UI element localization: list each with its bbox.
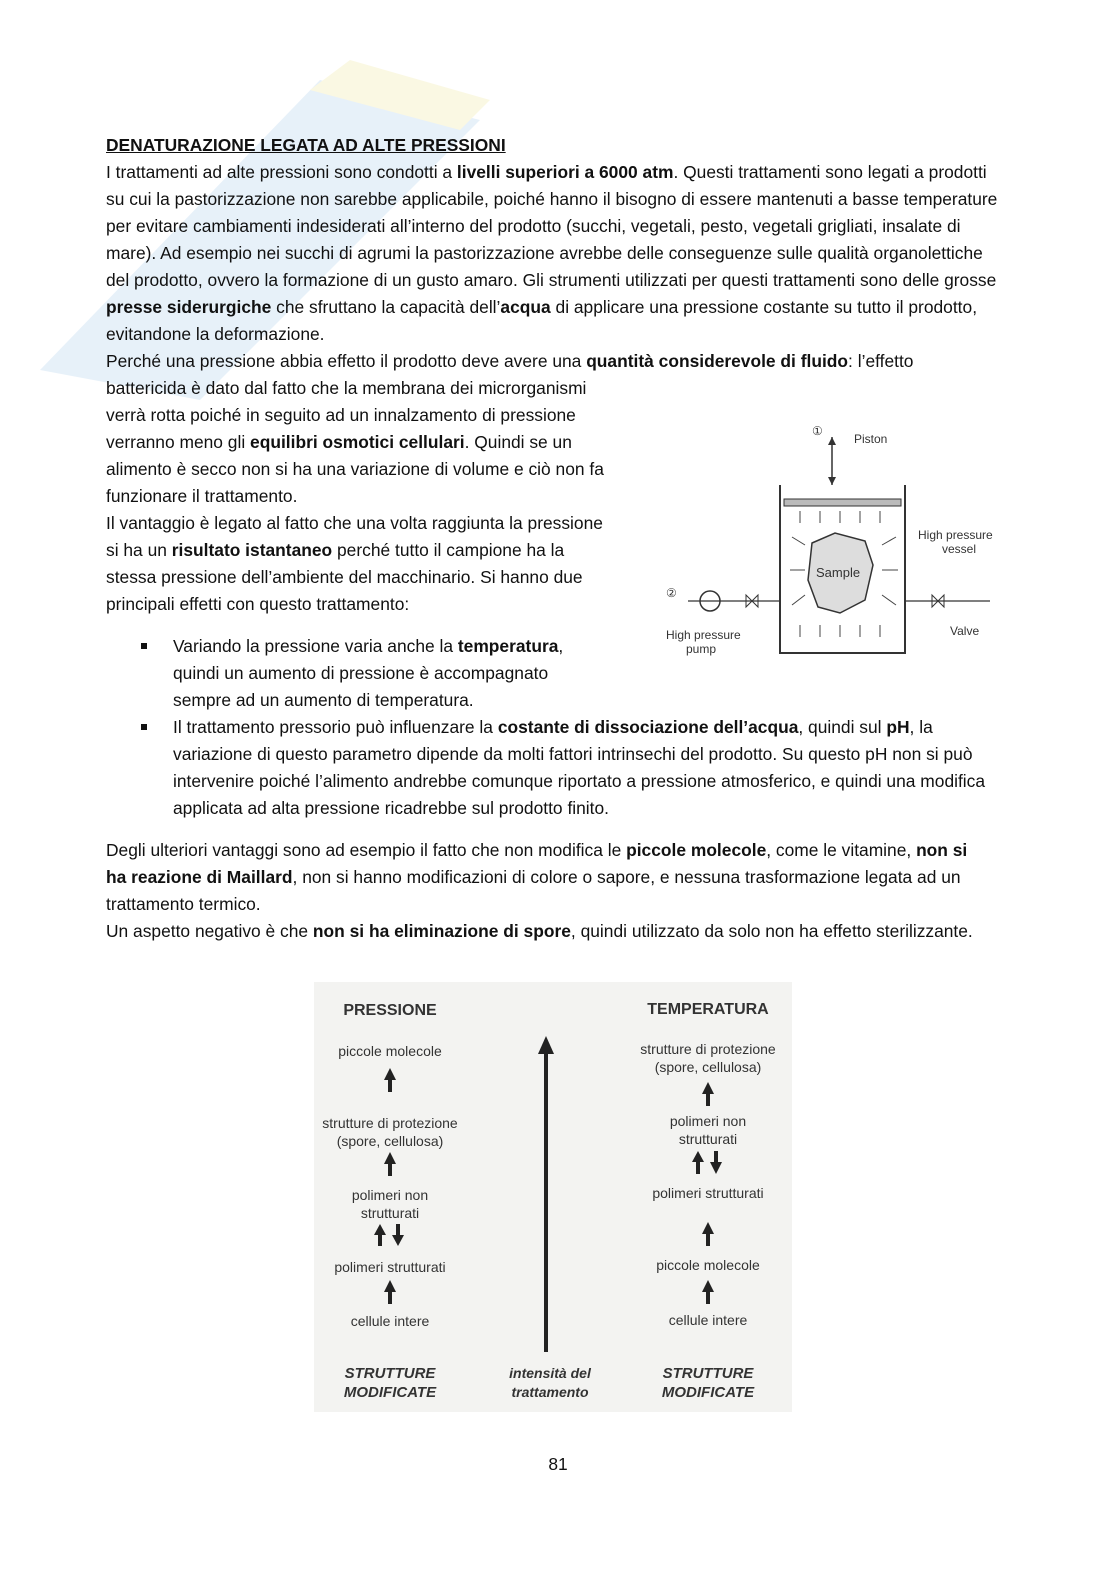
- piston-label: Piston: [854, 432, 888, 446]
- vessel-label-line1: High pressure: [918, 528, 993, 542]
- left-item: strutturati: [360, 1205, 420, 1221]
- left-item: strutture di protezione: [322, 1115, 458, 1131]
- central-intensity-arrow: [538, 1036, 554, 1352]
- right-item: strutture di protezione: [640, 1041, 776, 1057]
- right-item: strutturati: [678, 1131, 738, 1147]
- sample-label: Sample: [816, 565, 861, 580]
- arrow-down-icon: [710, 1151, 722, 1174]
- left-item: piccole molecole: [338, 1043, 442, 1059]
- arrow-up-icon: [702, 1082, 714, 1106]
- pressione-header: PRESSIONE: [343, 1002, 437, 1019]
- arrow-up-icon: [384, 1068, 396, 1092]
- arrow-down-icon: [392, 1224, 404, 1246]
- arrow-up-icon: [384, 1280, 396, 1304]
- label-number-1: ①: [812, 424, 823, 438]
- section-title: DENATURAZIONE LEGATA AD ALTE PRESSIONI: [106, 135, 506, 155]
- piston-plate: [784, 499, 901, 506]
- left-item: polimeri non: [351, 1187, 429, 1203]
- left-item: cellule intere: [350, 1313, 430, 1329]
- right-item: polimeri strutturati: [652, 1185, 764, 1201]
- right-footer-line2: MODIFICATE: [661, 1384, 755, 1401]
- high-pressure-apparatus-figure: [660, 415, 1005, 660]
- paragraph-mechanism: battericida è dato dal fatto che la membrana dei microrganismi verrà rotta poiché in seguito ad un innalzamento di pressione verranno meno gli equilibri osmotici cellulari. Quindi se un alimento è secco non si ha una variazione di volume e ciò non fa funzionare il trattamento. Il vantaggio è legato al fatto che una volta raggiunta la pressione si ha un risultato istantaneo perché tutto il campione ha la stessa pressione dell’ambiente del macchinario. Si hanno due principali effetti con questo trattamento:: [106, 378, 604, 614]
- pump-label-line2: pump: [686, 642, 717, 656]
- mid-footer-line1: intensità del: [509, 1365, 591, 1381]
- label-number-2: ②: [666, 586, 677, 600]
- bullet-item: Il trattamento pressorio può influenzare la costante di dissociazione dell’acqua, quindi sul pH, la variazione di questo parametro dipende da molti fattori intrinsechi del prodotto. Su questo pH non si può intervenire poiché l’alimento andrebbe comunque riportato a pressione atmosferico, e quindi una modifica applicata ad alta pressione ricadrebbe sul prodotto finito.: [106, 714, 1003, 822]
- arrow-up-icon: [384, 1152, 396, 1176]
- arrow-up-icon: [828, 437, 836, 445]
- pressure-temperature-figure: [314, 982, 792, 1412]
- bullet-square-icon: [141, 643, 147, 649]
- vessel-label-line2: vessel: [942, 542, 977, 556]
- paragraph-advantages: Degli ulteriori vantaggi sono ad esempio il fatto che non modifica le piccole molecole, come le vitamine, non si ha reazione di Maillard, non si hanno modificazioni di colore o sapore, e nessuna trasformazione legata ad un trattamento termico. Un aspetto negativo è che non si ha eliminazione di spore, quindi utilizzato da solo non ha effetto sterilizzante.: [106, 840, 973, 941]
- pump-label-line1: High pressure: [666, 628, 741, 642]
- arrow-up-icon: [702, 1222, 714, 1246]
- temperatura-header: TEMPERATURA: [647, 1001, 769, 1018]
- arrow-down-icon: [828, 477, 836, 485]
- page-number: 81: [548, 1454, 568, 1474]
- left-item: polimeri strutturati: [334, 1259, 446, 1275]
- arrow-up-icon: [692, 1151, 704, 1174]
- paragraph-intro: I trattamenti ad alte pressioni sono condotti a livelli superiori a 6000 atm. Questi trattamenti sono legati a prodotti su cui la pastorizzazione non sarebbe applicabile, poiché hanno il bisogno di essere mantenuti a basse temperature per evitare cambiamenti indesiderati all’interno del prodotto (succhi, vegetali, pesto, vegetali grigliati, insalate di mare). Ad esempio nei succhi di agrumi la pastorizzazione avrebbe delle conseguenze sulle qualità organolettiche del prodotto, ovvero la formazione di un gusto amaro. Gli strumenti utilizzati per questi trattamenti sono delle grosse presse siderurgiche che sfruttano la capacità dell’acqua di applicare una pressione costante su tutto il prodotto, evitandone la deformazione. Perché una pressione abbia effetto il prodotto deve avere una quantità considerevole di fluido: l’effetto: [106, 162, 998, 371]
- right-item: piccole molecole: [656, 1257, 760, 1273]
- valve-label: Valve: [950, 624, 980, 638]
- bullet-square-icon: [141, 724, 147, 730]
- arrow-up-icon: [374, 1224, 386, 1246]
- left-item: (spore, cellulosa): [336, 1133, 444, 1149]
- arrow-up-icon: [702, 1280, 714, 1304]
- right-item: (spore, cellulosa): [654, 1059, 762, 1075]
- right-footer-line1: STRUTTURE: [662, 1365, 754, 1382]
- bullet-item: Variando la pressione varia anche la temperatura, quindi un aumento di pressione è accompagnato sempre ad un aumento di temperatura.: [106, 633, 673, 714]
- left-footer-line1: STRUTTURE: [344, 1365, 436, 1382]
- left-footer-line2: MODIFICATE: [343, 1384, 437, 1401]
- bullet-list: [106, 633, 1006, 822]
- mid-footer-line2: trattamento: [511, 1384, 589, 1400]
- right-item: cellule intere: [668, 1312, 748, 1328]
- right-item: polimeri non: [669, 1113, 747, 1129]
